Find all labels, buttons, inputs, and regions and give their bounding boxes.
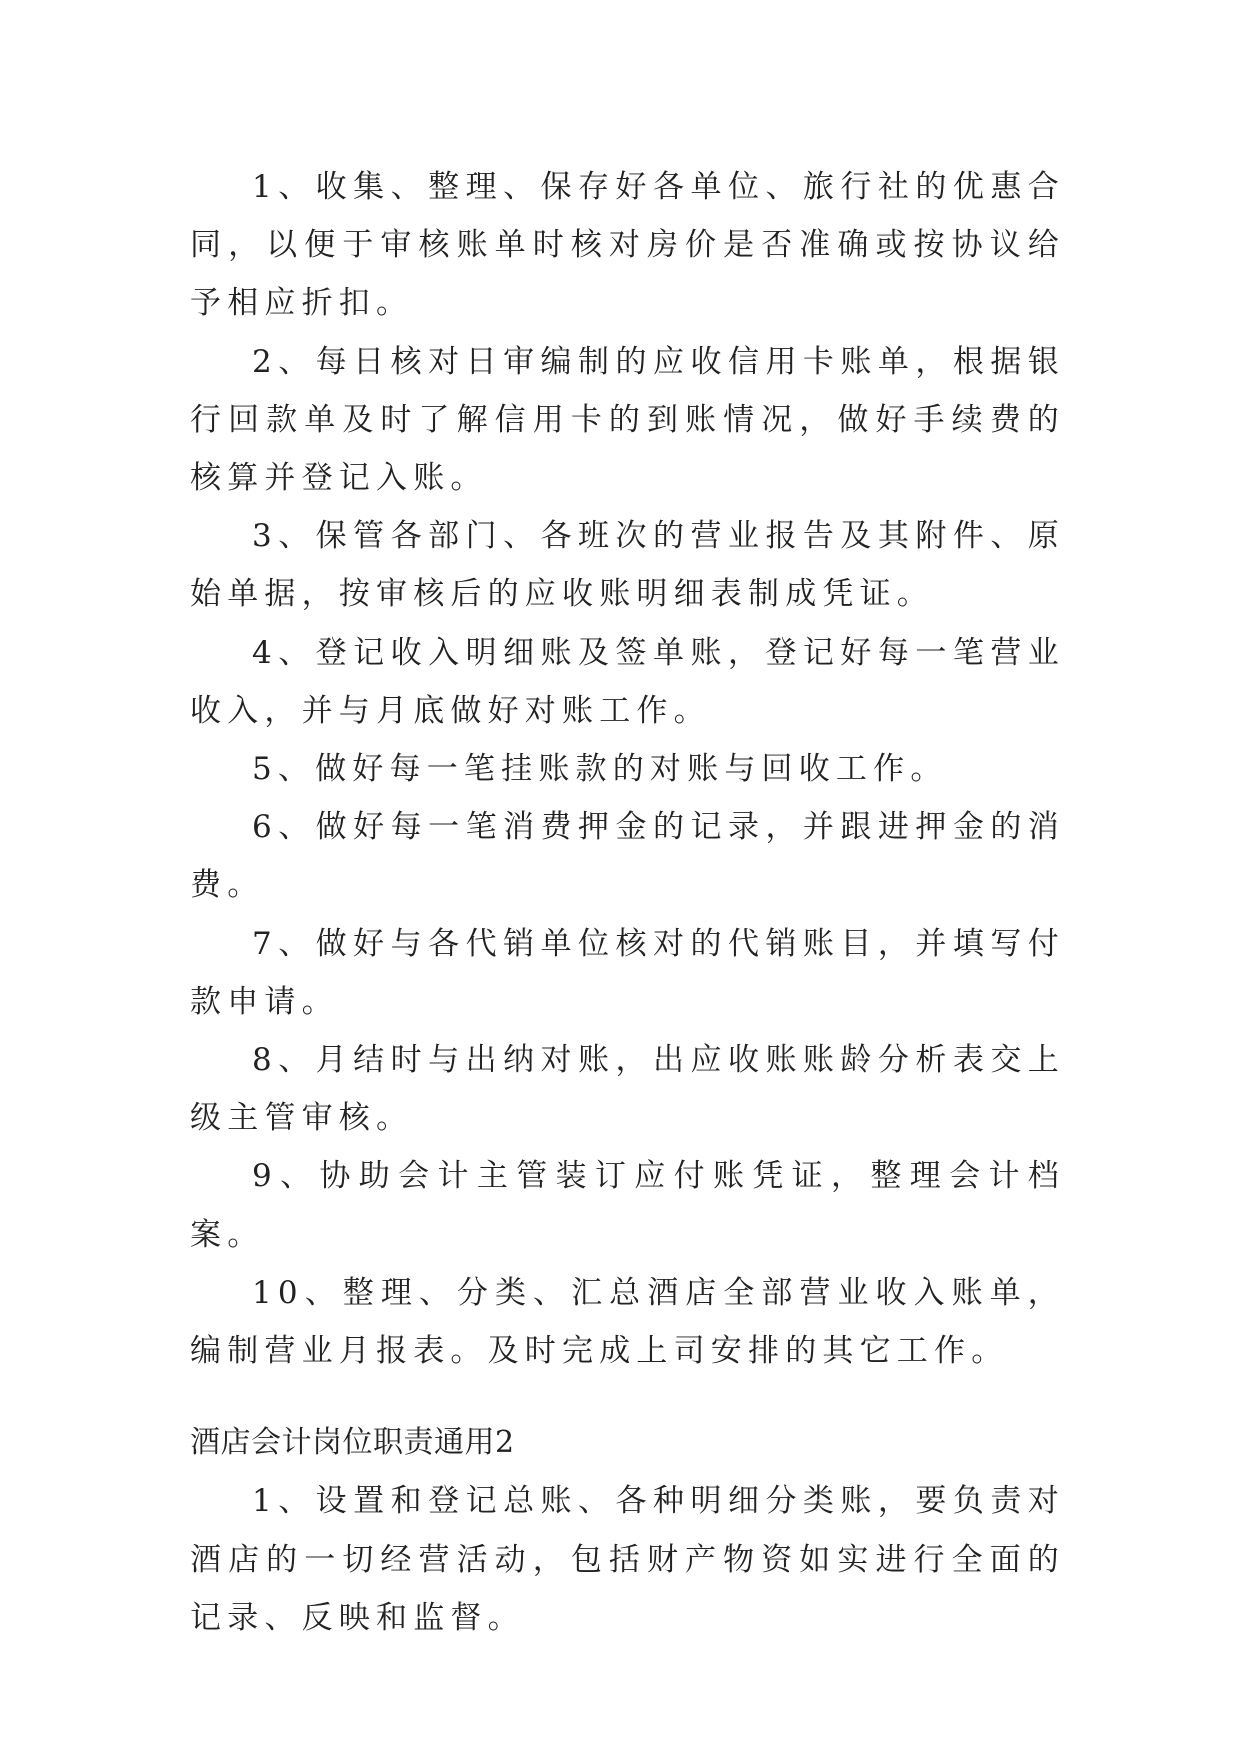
duty-item-9: 9、协助会计主管装订应付账凭证，整理会计档案。: [190, 1158, 1065, 1253]
duty-item-10: 10、整理、分类、汇总酒店全部营业收入账单，编制营业月报表。及时完成上司安排的其它工作。: [190, 1274, 1065, 1370]
duty-item-7: 7、做好与各代销单位核对的代销账目，并填写付款申请。: [190, 925, 1065, 1020]
duty-item-3: 3、保管各部门、各班次的营业报告及其附件、原始单据，按审核后的应收账明细表制成凭证。: [190, 518, 1065, 613]
duty-item-5: 5、做好每一笔挂账款的对账与回收工作。: [252, 751, 948, 788]
duty-item-1: 1、收集、整理、保存好各单位、旅行社的优惠合同，以便于审核账单时核对房价是否准确或按协议给予相应折扣。: [190, 169, 1065, 322]
document-body: [190, 158, 1065, 1647]
duty-item-8: 8、月结时与出纳对账，出应收账账龄分析表交上级主管审核。: [190, 1042, 1065, 1137]
section2-duty-item-1: 1、设置和登记总账、各种明细分类账，要负责对酒店的一切经营活动，包括财产物资如实进行全面的记录、反映和监督。: [190, 1483, 1065, 1636]
duty-item-4: 4、登记收入明细账及签单账，登记好每一笔营业收入，并与月底做好对账工作。: [190, 634, 1065, 729]
duty-item-6: 6、做好每一笔消费押金的记录，并跟进押金的消费。: [190, 809, 1065, 904]
section-heading: 酒店会计岗位职责通用2: [190, 1425, 515, 1461]
duty-item-2: 2、每日核对日审编制的应收信用卡账单，根据银行回款单及时了解信用卡的到账情况，做好手续费的核算并登记入账。: [190, 343, 1065, 497]
